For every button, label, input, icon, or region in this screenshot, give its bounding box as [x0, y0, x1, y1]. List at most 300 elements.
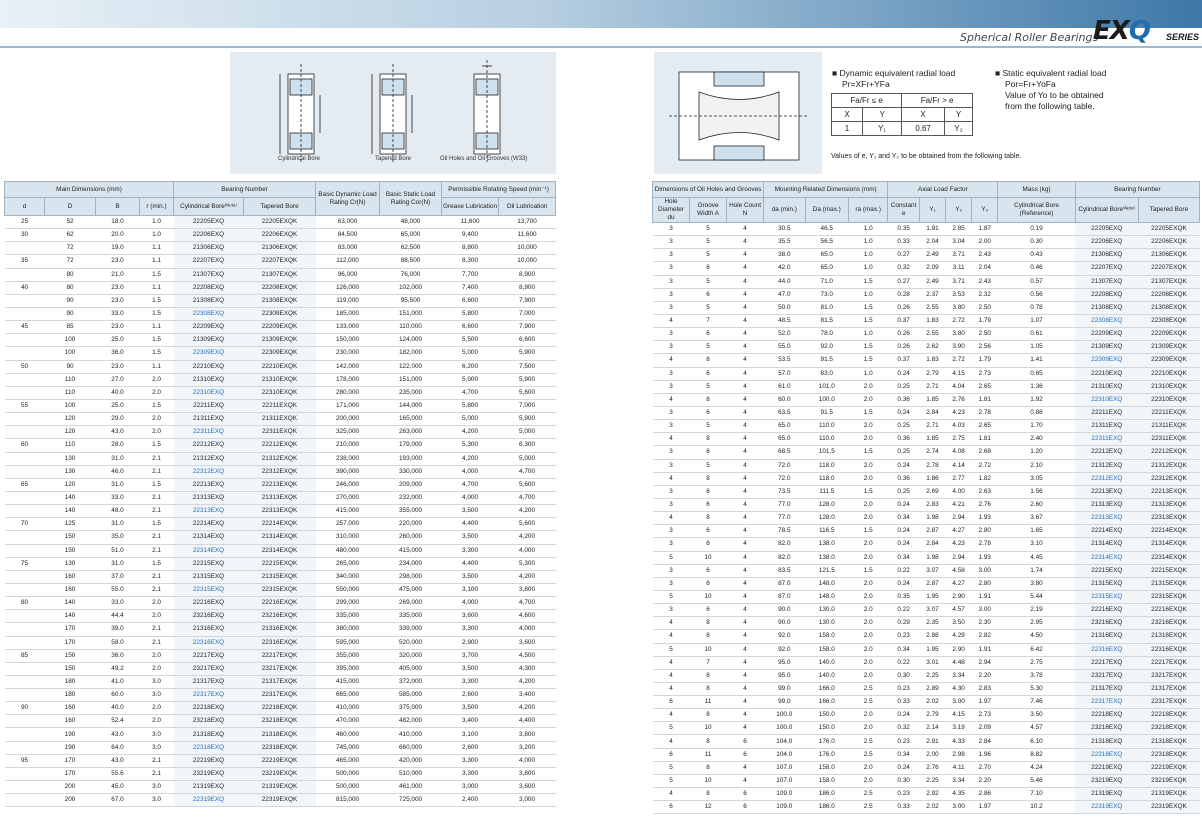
col-D: D	[45, 198, 96, 216]
cell-constant-e: 0.26	[888, 328, 920, 341]
cell-cylindrical-bore: 22309EXQ	[174, 347, 244, 360]
cell-D: 140	[45, 505, 96, 518]
cell-y0: 2.32	[972, 288, 998, 301]
cell-groove-width: 8	[690, 433, 727, 446]
cell-hole-diameter: 4	[653, 669, 690, 682]
cell-hole-diameter: 3	[653, 459, 690, 472]
cell-da-min: 104.0	[764, 748, 805, 761]
cell-y1: 2.55	[919, 328, 945, 341]
cell-mass: 0.61	[998, 328, 1075, 341]
cell-hole-diameter: 3	[653, 485, 690, 498]
cell-B: 67.0	[96, 794, 140, 807]
cell-D: 160	[45, 715, 96, 728]
table-row	[5, 505, 556, 518]
cell-ra-max: 2.0	[849, 722, 888, 735]
cell-mass: 1.07	[998, 314, 1075, 327]
y-header: Y	[863, 108, 902, 122]
col-du: Hole Diameter du	[653, 198, 690, 223]
cell-hole-diameter: 5	[653, 722, 690, 735]
cell-y0: 2.83	[972, 682, 998, 695]
cell-cylindrical-bore: 22310EXQ	[1075, 393, 1138, 406]
cell-r-min: 2.1	[140, 544, 174, 557]
cell-mass: 2.19	[998, 604, 1075, 617]
table-row	[653, 393, 1200, 406]
cell-ra-max: 2.0	[849, 577, 888, 590]
cell-B: 23.0	[96, 294, 140, 307]
cell-groove-width: 8	[690, 709, 727, 722]
cell-y1: 2.55	[919, 301, 945, 314]
cell-mass: 1.70	[998, 420, 1075, 433]
cell-hole-count: 4	[727, 722, 764, 735]
cell-cylindrical-bore: 22216EXQ	[1075, 604, 1138, 617]
cell-oil-speed: 4,200	[499, 702, 556, 715]
cell-y1: 2.84	[919, 406, 945, 419]
cell-D: 180	[45, 675, 96, 688]
cell-tapered-bore: 21310EXQK	[1138, 380, 1199, 393]
cell-B: 44.4	[96, 610, 140, 623]
cell-da-min: 90.0	[764, 604, 805, 617]
cell-constant-e: 0.23	[888, 788, 920, 801]
cell-groove-width: 8	[690, 617, 727, 630]
cell-B: 18.0	[96, 216, 140, 229]
cell-dynamic-rating: 142,000	[316, 360, 380, 373]
table-row	[5, 465, 556, 478]
cell-B: 31.0	[96, 518, 140, 531]
cell-y1: 2.14	[919, 722, 945, 735]
cell-y0: 2.20	[972, 774, 998, 787]
cell-static-rating: 298,000	[380, 570, 442, 583]
cell-dynamic-rating: 395,000	[316, 662, 380, 675]
cell-r-min: 2.1	[140, 531, 174, 544]
cell-static-rating: 415,000	[380, 544, 442, 557]
cell-grease-speed: 6,600	[442, 294, 499, 307]
cell-D: 160	[45, 570, 96, 583]
cell-tapered-bore: 22219EXQK	[1138, 761, 1199, 774]
cell-B: 31.0	[96, 557, 140, 570]
cell-Da-max: 138.0	[805, 538, 849, 551]
cell-da-min: 107.0	[764, 774, 805, 787]
cell-d: 90	[5, 702, 45, 715]
cell-cylindrical-bore: 22215EXQ	[174, 557, 244, 570]
cell-oil-speed: 4,200	[499, 570, 556, 583]
cell-static-rating: 144,000	[380, 399, 442, 412]
cell-cylindrical-bore: 21309EXQ	[1075, 341, 1138, 354]
cell-Da-max: 148.0	[805, 590, 849, 603]
cell-y1: 2.71	[919, 380, 945, 393]
cell-D: 52	[45, 216, 96, 229]
static-load-block: ■ Static equivalent radial load Por=Fr+YoFa Value of Yo to be obtained from the following table.	[995, 68, 1107, 111]
cell-grease-speed: 3,500	[442, 702, 499, 715]
cell-da-min: 65.0	[764, 420, 805, 433]
cell-y0: 2.94	[972, 656, 998, 669]
cell-tapered-bore: 21307EXQK	[1138, 275, 1199, 288]
cell-y0: 1.97	[972, 801, 998, 814]
table-row	[653, 236, 1200, 249]
cell-Da-max: 186.0	[805, 801, 849, 814]
cell-y1: 1.95	[919, 590, 945, 603]
cell-oil-speed: 6,600	[499, 334, 556, 347]
cell-tapered-bore: 22311EXQK	[244, 426, 316, 439]
cell-r-min: 1.1	[140, 281, 174, 294]
cell-cylindrical-bore: 22318EXQ	[1075, 748, 1138, 761]
cell-dynamic-rating: 355,000	[316, 649, 380, 662]
cell-oil-speed: 5,900	[499, 413, 556, 426]
cell-dynamic-rating: 200,000	[316, 413, 380, 426]
cell-constant-e: 0.24	[888, 406, 920, 419]
cell-hole-count: 4	[727, 604, 764, 617]
table-row	[653, 512, 1200, 525]
cell-static-rating: 725,000	[380, 794, 442, 807]
cell-tapered-bore: 22216EXQK	[244, 597, 316, 610]
cell-constant-e: 0.36	[888, 472, 920, 485]
cell-hole-diameter: 3	[653, 577, 690, 590]
cell-y2: 4.29	[946, 630, 972, 643]
cell-da-min: 44.0	[764, 275, 805, 288]
cell-da-min: 99.0	[764, 682, 805, 695]
brand-logo	[1093, 16, 1150, 46]
cell-D: 100	[45, 347, 96, 360]
cell-hole-diameter: 4	[653, 314, 690, 327]
table-row	[653, 525, 1200, 538]
cell-dynamic-rating: 238,000	[316, 452, 380, 465]
col-tapered: Tapered Bore	[244, 198, 316, 216]
cell-cylindrical-bore: 22207EXQ	[1075, 262, 1138, 275]
cell-cylindrical-bore: 21306EXQ	[174, 242, 244, 255]
cell-oil-speed: 8,900	[499, 268, 556, 281]
col-Da-max: Da (max.)	[805, 198, 849, 223]
cell-cylindrical-bore: 22208EXQ	[174, 281, 244, 294]
cell-ra-max: 1.5	[849, 301, 888, 314]
cell-Da-max: 83.0	[805, 367, 849, 380]
cell-tapered-bore: 22314EXQK	[244, 544, 316, 557]
cell-hole-count: 4	[727, 275, 764, 288]
cell-dynamic-rating: 595,000	[316, 636, 380, 649]
cell-d	[5, 767, 45, 780]
cell-cylindrical-bore: 22314EXQ	[1075, 551, 1138, 564]
cell-cylindrical-bore: 22315EXQ	[174, 583, 244, 596]
cell-hole-diameter: 3	[653, 249, 690, 262]
cell-hole-count: 4	[727, 774, 764, 787]
cell-Da-max: 148.0	[805, 577, 849, 590]
cell-mass: 5.44	[998, 590, 1075, 603]
cell-mass: 1.20	[998, 446, 1075, 459]
cell-y2: 3.50	[946, 617, 972, 630]
cell-Da-max: 176.0	[805, 735, 849, 748]
cell-da-min: 92.0	[764, 630, 805, 643]
cell-mass: 0.57	[998, 275, 1075, 288]
cell-oil-speed: 4,700	[499, 597, 556, 610]
cell-mass: 1.74	[998, 564, 1075, 577]
cell-y2: 3.53	[946, 288, 972, 301]
cell-dynamic-rating: 480,000	[316, 544, 380, 557]
cell-tapered-bore: 22213EXQK	[244, 478, 316, 491]
cell-oil-speed: 8,900	[499, 281, 556, 294]
cell-d	[5, 413, 45, 426]
cell-B: 28.0	[96, 439, 140, 452]
cell-tapered-bore: 22212EXQK	[1138, 446, 1199, 459]
header-gradient-bar	[0, 0, 1202, 28]
cell-B: 31.0	[96, 452, 140, 465]
cell-y2: 4.23	[946, 538, 972, 551]
cell-Da-max: 140.0	[805, 669, 849, 682]
cell-y1: 3.07	[919, 564, 945, 577]
cell-B: 33.0	[96, 597, 140, 610]
cell-ra-max: 1.5	[849, 341, 888, 354]
cell-ra-max: 2.5	[849, 682, 888, 695]
cell-static-rating: 76,000	[380, 268, 442, 281]
cell-mass: 3.80	[998, 577, 1075, 590]
cell-y0: 2.63	[972, 485, 998, 498]
cell-Da-max: 65.0	[805, 249, 849, 262]
cell-dynamic-rating: 257,000	[316, 518, 380, 531]
cell-r-min: 2.0	[140, 702, 174, 715]
cell-hole-diameter: 4	[653, 512, 690, 525]
cell-mass: 3.50	[998, 709, 1075, 722]
cell-grease-speed: 3,100	[442, 728, 499, 741]
cell-hole-diameter: 5	[653, 774, 690, 787]
cell-d	[5, 373, 45, 386]
cell-ra-max: 2.0	[849, 380, 888, 393]
table-row	[653, 275, 1200, 288]
cell-B: 25.0	[96, 334, 140, 347]
cell-constant-e: 0.25	[888, 446, 920, 459]
cell-hole-count: 4	[727, 538, 764, 551]
cell-y0: 2.00	[972, 236, 998, 249]
cell-tapered-bore: 21316EXQK	[244, 623, 316, 636]
cell-hole-diameter: 4	[653, 656, 690, 669]
cell-hole-count: 4	[727, 656, 764, 669]
cell-constant-e: 0.25	[888, 485, 920, 498]
table-row	[653, 696, 1200, 709]
cell-Da-max: 78.0	[805, 328, 849, 341]
cell-tapered-bore: 22318EXQK	[1138, 748, 1199, 761]
cell-tapered-bore: 22214EXQK	[244, 518, 316, 531]
cell-da-min: 68.5	[764, 446, 805, 459]
cell-da-min: 109.0	[764, 788, 805, 801]
cell-hole-count: 4	[727, 459, 764, 472]
cell-D: 120	[45, 478, 96, 491]
table-row	[653, 380, 1200, 393]
cell-mass: 3.10	[998, 538, 1075, 551]
cell-Da-max: 91.5	[805, 354, 849, 367]
cell-r-min: 2.1	[140, 465, 174, 478]
cell-r-min: 1.5	[140, 518, 174, 531]
cell-grease-speed: 5,000	[442, 413, 499, 426]
cell-D: 72	[45, 242, 96, 255]
cell-mass: 10.2	[998, 801, 1075, 814]
table-row	[5, 794, 556, 807]
cell-d	[5, 794, 45, 807]
cell-tapered-bore: 22217EXQK	[1138, 656, 1199, 669]
cell-d: 95	[5, 754, 45, 767]
table-row	[5, 728, 556, 741]
cell-cylindrical-bore: 22311EXQ	[1075, 433, 1138, 446]
cell-r-min: 1.5	[140, 347, 174, 360]
mounting-diagram-panel	[654, 52, 822, 174]
cell-mass: 0.65	[998, 367, 1075, 380]
cell-d	[5, 623, 45, 636]
cell-da-min: 63.5	[764, 406, 805, 419]
cell-static-rating: 151,000	[380, 373, 442, 386]
cell-da-min: 104.0	[764, 735, 805, 748]
cell-y0: 2.56	[972, 341, 998, 354]
cell-hole-diameter: 5	[653, 761, 690, 774]
cell-static-rating: 355,000	[380, 505, 442, 518]
cell-static-rating: 209,000	[380, 478, 442, 491]
cell-y1: 1.83	[919, 354, 945, 367]
cell-mass: 1.65	[998, 525, 1075, 538]
cell-dynamic-rating: 460,000	[316, 728, 380, 741]
cell-hole-diameter: 3	[653, 446, 690, 459]
cell-r-min: 1.5	[140, 294, 174, 307]
cell-D: 100	[45, 334, 96, 347]
cell-B: 48.0	[96, 505, 140, 518]
cell-grease-speed: 4,400	[442, 518, 499, 531]
x-header-2: X	[902, 108, 945, 122]
cell-oil-speed: 5,000	[499, 426, 556, 439]
cell-y1: 2.02	[919, 801, 945, 814]
cell-tapered-bore: 21310EXQK	[244, 373, 316, 386]
cell-tapered-bore: 22310EXQK	[1138, 393, 1199, 406]
cell-grease-speed: 4,000	[442, 491, 499, 504]
cell-Da-max: 138.0	[805, 551, 849, 564]
cell-tapered-bore: 22218EXQK	[1138, 709, 1199, 722]
cell-D: 80	[45, 281, 96, 294]
cell-oil-speed: 3,400	[499, 689, 556, 702]
cell-mass: 1.05	[998, 341, 1075, 354]
cell-da-min: 87.0	[764, 590, 805, 603]
cell-cylindrical-bore: 22308EXQ	[174, 307, 244, 320]
cell-oil-speed: 7,900	[499, 294, 556, 307]
cell-dynamic-rating: 84,500	[316, 229, 380, 242]
cell-y1: 1.98	[919, 551, 945, 564]
right-bearing-table	[652, 181, 1200, 814]
cell-d: 40	[5, 281, 45, 294]
col-y1: Y₁	[919, 198, 945, 223]
cell-r-min: 1.5	[140, 268, 174, 281]
cell-constant-e: 0.33	[888, 236, 920, 249]
cell-cylindrical-bore: 23217EXQ	[174, 662, 244, 675]
cell-D: 80	[45, 268, 96, 281]
cell-static-rating: 48,000	[380, 216, 442, 229]
cell-cylindrical-bore: 21318EXQ	[1075, 735, 1138, 748]
cell-constant-e: 0.24	[888, 459, 920, 472]
cell-y0: 2.78	[972, 538, 998, 551]
cell-y0: 2.43	[972, 249, 998, 262]
cell-constant-e: 0.24	[888, 525, 920, 538]
cell-d	[5, 347, 45, 360]
table-row	[5, 491, 556, 504]
cell-ra-max: 2.0	[849, 393, 888, 406]
cell-d: 25	[5, 216, 45, 229]
cell-dynamic-rating: 171,000	[316, 399, 380, 412]
cell-r-min: 1.1	[140, 360, 174, 373]
cell-constant-e: 0.24	[888, 367, 920, 380]
cell-tapered-bore: 22208EXQK	[1138, 288, 1199, 301]
cell-cylindrical-bore: 22218EXQ	[1075, 709, 1138, 722]
cell-constant-e: 0.34	[888, 512, 920, 525]
cell-cylindrical-bore: 21310EXQ	[1075, 380, 1138, 393]
cell-Da-max: 73.0	[805, 288, 849, 301]
cell-y0: 3.00	[972, 564, 998, 577]
cell-B: 23.0	[96, 255, 140, 268]
cell-hole-count: 4	[727, 630, 764, 643]
cell-d	[5, 242, 45, 255]
cell-Da-max: 91.5	[805, 406, 849, 419]
cell-hole-diameter: 5	[653, 590, 690, 603]
cell-tapered-bore: 22319EXQK	[244, 794, 316, 807]
cell-ra-max: 1.0	[849, 223, 888, 236]
cell-y0: 1.81	[972, 433, 998, 446]
y-value-1: Y₁	[863, 122, 902, 136]
cell-y0: 2.80	[972, 577, 998, 590]
table-row	[653, 459, 1200, 472]
cell-D: 90	[45, 307, 96, 320]
cell-r-min: 2.0	[140, 715, 174, 728]
cell-static-rating: 193,000	[380, 452, 442, 465]
cell-r-min: 2.0	[140, 426, 174, 439]
cell-cylindrical-bore: 21317EXQ	[174, 675, 244, 688]
cell-D: 140	[45, 610, 96, 623]
cell-d	[5, 268, 45, 281]
cell-static-rating: 220,000	[380, 518, 442, 531]
cell-hole-count: 4	[727, 577, 764, 590]
table-row	[5, 426, 556, 439]
cell-d	[5, 294, 45, 307]
cell-y2: 4.03	[946, 420, 972, 433]
cell-static-rating: 260,000	[380, 531, 442, 544]
cell-dynamic-rating: 96,000	[316, 268, 380, 281]
cell-groove-width: 8	[690, 788, 727, 801]
cell-y2: 4.15	[946, 367, 972, 380]
cell-Da-max: 92.0	[805, 341, 849, 354]
cell-static-rating: 124,000	[380, 334, 442, 347]
cell-grease-speed: 3,600	[442, 610, 499, 623]
cell-cylindrical-bore: 21308EXQ	[174, 294, 244, 307]
cell-cylindrical-bore: 21314EXQ	[174, 531, 244, 544]
cell-y2: 4.04	[946, 380, 972, 393]
cell-hole-count: 4	[727, 709, 764, 722]
cell-D: 130	[45, 452, 96, 465]
cell-r-min: 2.1	[140, 505, 174, 518]
cell-oil-speed: 3,800	[499, 728, 556, 741]
cell-cylindrical-bore: 21315EXQ	[1075, 577, 1138, 590]
cell-hole-count: 4	[727, 669, 764, 682]
cell-D: 72	[45, 255, 96, 268]
cell-r-min: 2.1	[140, 754, 174, 767]
cell-tapered-bore: 22308EXQK	[244, 307, 316, 320]
cell-hole-count: 4	[727, 406, 764, 419]
cell-B: 37.0	[96, 570, 140, 583]
cell-groove-width: 6	[690, 538, 727, 551]
cell-tapered-bore: 21314EXQK	[244, 531, 316, 544]
cell-B: 51.0	[96, 544, 140, 557]
cell-hole-diameter: 3	[653, 525, 690, 538]
cell-Da-max: 81.0	[805, 301, 849, 314]
cell-oil-speed: 7,900	[499, 321, 556, 334]
cell-static-rating: 420,000	[380, 754, 442, 767]
table-row	[5, 767, 556, 780]
cell-static-rating: 88,500	[380, 255, 442, 268]
cell-tapered-bore: 22208EXQK	[244, 281, 316, 294]
cell-r-min: 2.1	[140, 623, 174, 636]
catalog-subtitle: Spherical Roller Bearings	[960, 31, 1099, 44]
cell-cylindrical-bore: 21319EXQ	[174, 781, 244, 794]
cell-y0: 1.87	[972, 223, 998, 236]
cell-B: 55.0	[96, 583, 140, 596]
cell-tapered-bore: 23218EXQK	[1138, 722, 1199, 735]
cell-tapered-bore: 21309EXQK	[244, 334, 316, 347]
